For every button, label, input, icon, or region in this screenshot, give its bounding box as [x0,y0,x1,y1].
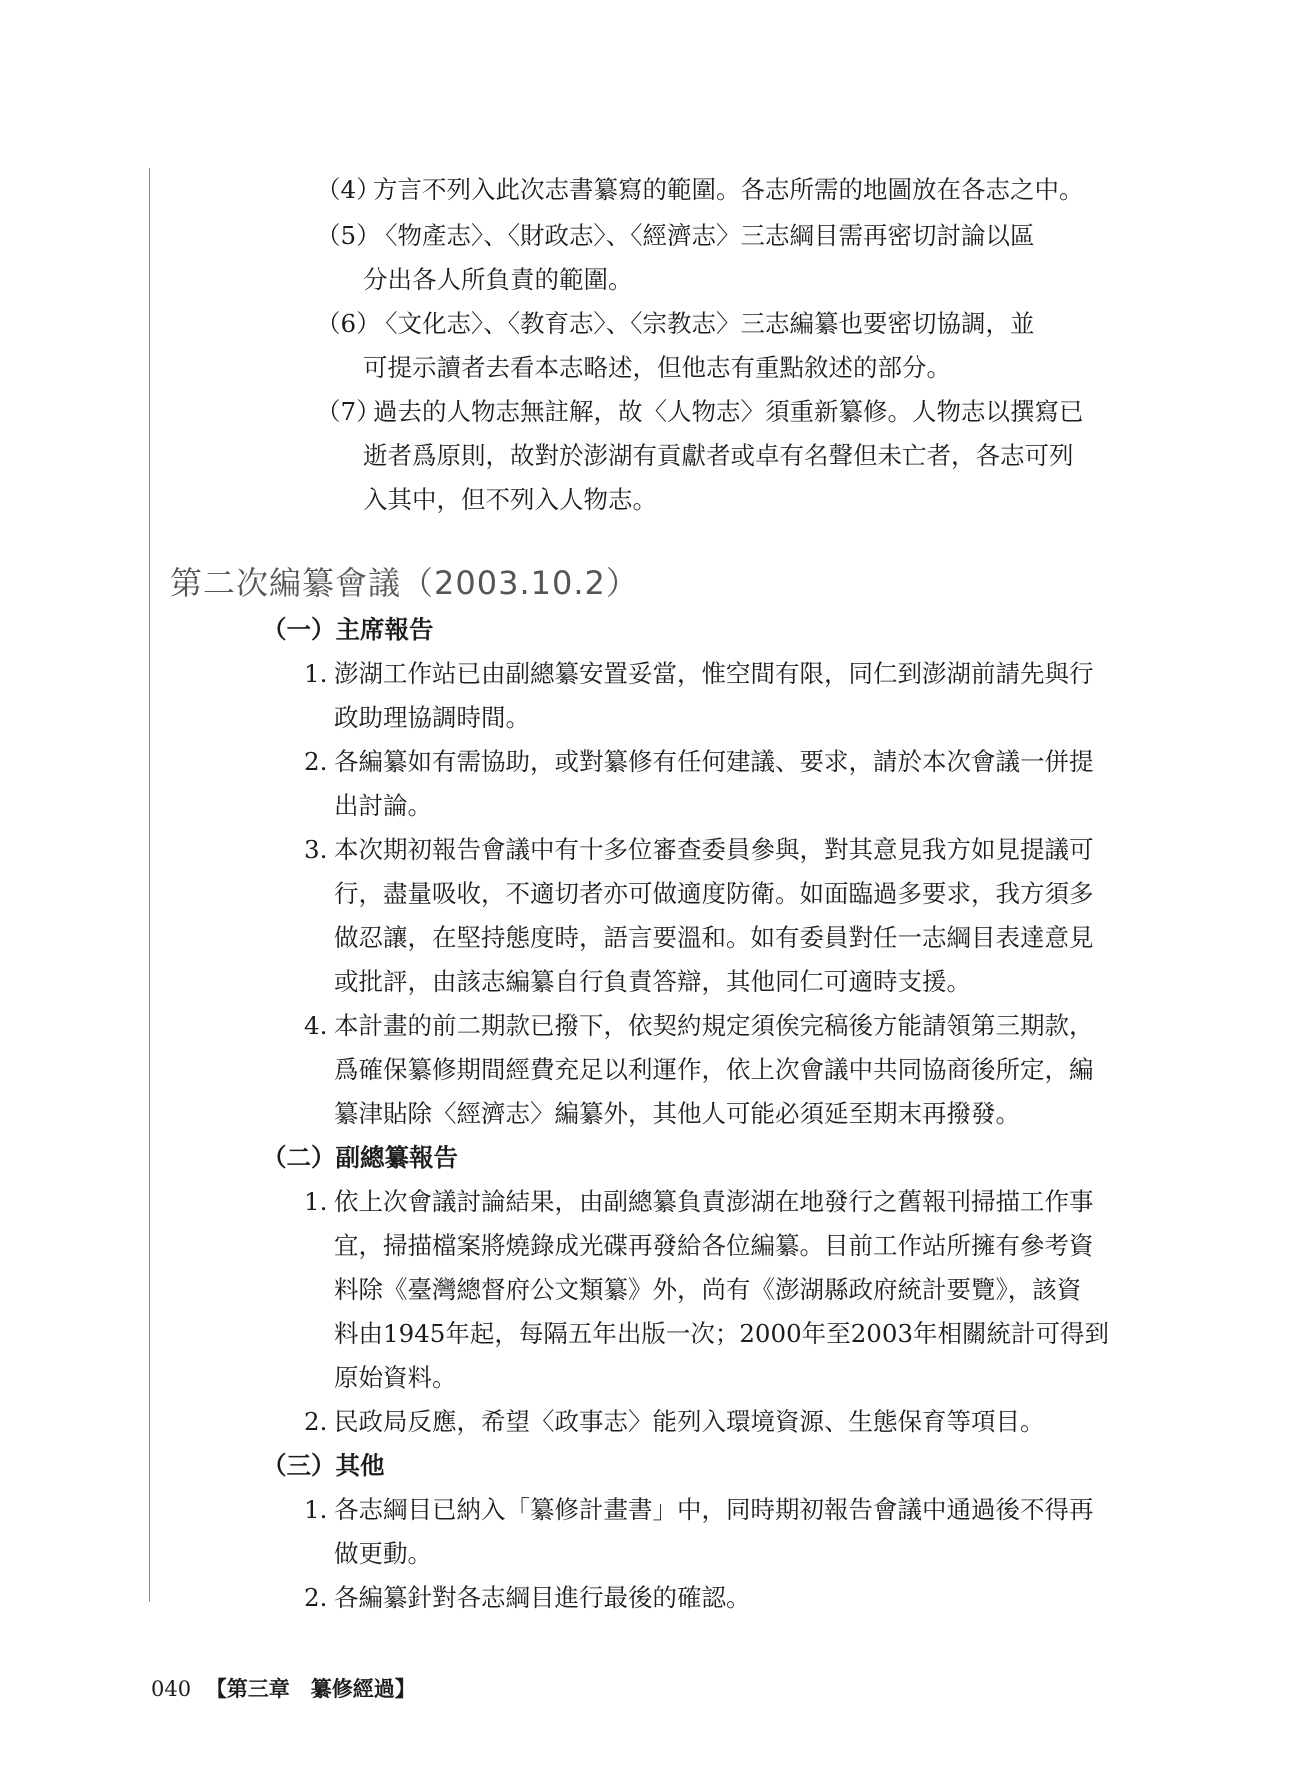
item-text: 過去的人物志無註解，故〈人物志〉須重新纂修。人物志以撰寫已 [373,397,1084,426]
item-text: 各志綱目已納入「纂修計畫書」中，同時期初報告會議中通過後不得再 [334,1495,1094,1524]
item-text-cont: 或批評，由該志編纂自行負責答辯，其他同仁可適時支援。 [334,967,971,996]
item-label: 2. [304,1583,328,1612]
list-item [304,740,1094,828]
list-item [304,652,1094,740]
item-text: 〈物產志〉、〈財政志〉、〈經濟志〉三志綱目需再密切討論以區 [373,221,1035,250]
item-text: 各編纂針對各志綱目進行最後的確認。 [334,1583,751,1612]
item-text-cont: 逝者爲原則，故對於澎湖有貢獻者或卓有名聲但未亡者，各志可列 [363,441,1074,470]
item-text-cont: 宜，掃描檔案將燒錄成光碟再發給各位編纂。目前工作站所擁有參考資 [334,1231,1094,1260]
item-text: 依上次會議討論結果，由副總纂負責澎湖在地發行之舊報刊掃描工作事 [334,1187,1094,1216]
chapter-title: 【第三章 纂修經過】 [205,1676,416,1701]
list-item-7 [316,390,1084,522]
list-item [304,1004,1094,1136]
list-item-5 [316,214,1035,302]
list-item [304,1180,1109,1400]
item-text-cont: 可提示讀者去看本志略述，但他志有重點敘述的部分。 [363,353,951,382]
item-text: 民政局反應，希望〈政事志〉能列入環境資源、生態保育等項目。 [334,1407,1045,1436]
item-text: 各編纂如有需協助，或對纂修有任何建議、要求，請於本次會議一併提 [334,747,1094,776]
subsection-title: （一）主席報告 [262,615,434,644]
item-label: 1. [304,1187,328,1216]
item-text-cont: 料由1945年起，每隔五年出版一次；2000年至2003年相關統計可得到 [334,1319,1110,1348]
item-text: 〈文化志〉、〈教育志〉、〈宗教志〉三志編纂也要密切協調，並 [373,309,1035,338]
item-label: 2. [304,1407,328,1436]
list-item [304,1400,1045,1444]
list-item-4 [316,168,1084,212]
item-text-cont: 做忍讓，在堅持態度時，語言要溫和。如有委員對任一志綱目表達意見 [334,923,1094,952]
item-text-cont: 爲確保纂修期間經費充足以利運作，依上次會議中共同協商後所定，編 [334,1055,1094,1084]
item-text-cont: 政助理協調時間。 [334,703,530,732]
item-text-cont: 纂津貼除〈經濟志〉編纂外，其他人可能必須延至期末再撥發。 [334,1099,1020,1128]
item-label: （5） [316,221,381,250]
item-text-cont: 料除《臺灣總督府公文類纂》外，尚有《澎湖縣政府統計要覽》，該資 [334,1275,1082,1304]
margin-rule [149,168,150,1602]
item-label: （7） [316,397,381,426]
item-label: （4） [316,175,381,204]
item-text: 本次期初報告會議中有十多位審查委員參與，對其意見我方如見提議可 [334,835,1094,864]
subsection-title: （二）副總纂報告 [262,1143,458,1172]
list-item [304,1488,1094,1576]
item-text-cont: 原始資料。 [334,1363,457,1392]
subsection-title: （三）其他 [262,1451,385,1480]
section-heading: 第二次編纂會議（2003.10.2） [170,564,639,602]
page-number: 040 [151,1677,192,1701]
item-text: 澎湖工作站已由副總纂安置妥當，惟空間有限，同仁到澎湖前請先與行 [334,659,1094,688]
item-label: 4. [304,1011,328,1040]
list-item [304,828,1094,1004]
item-text: 方言不列入此次志書纂寫的範圍。各志所需的地圖放在各志之中。 [373,175,1084,204]
item-label: 1. [304,659,328,688]
item-text-cont: 做更動。 [334,1539,432,1568]
item-label: （6） [316,309,381,338]
list-item-6 [316,302,1035,390]
item-text-cont: 行，盡量吸收，不適切者亦可做適度防衛。如面臨過多要求，我方須多 [334,879,1094,908]
item-label: 2. [304,747,328,776]
item-label: 3. [304,835,328,864]
item-text-cont: 分出各人所負責的範圍。 [363,265,633,294]
item-label: 1. [304,1495,328,1524]
item-text: 本計畫的前二期款已撥下，依契約規定須俟完稿後方能請領第三期款， [334,1011,1094,1040]
list-item [304,1576,751,1620]
item-text-cont: 入其中，但不列入人物志。 [363,485,657,514]
page-footer [151,1673,416,1703]
item-text-cont: 出討論。 [334,791,432,820]
